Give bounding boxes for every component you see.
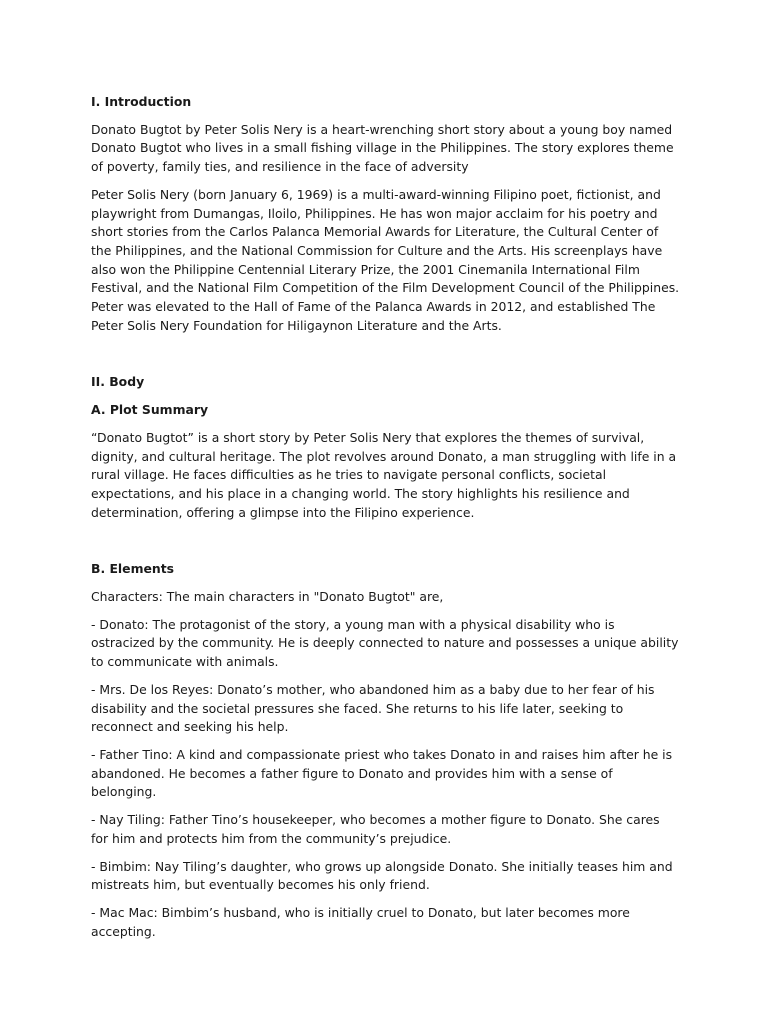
p-8: Characters: The main characters in "Donato Bugtot" are, bbox=[91, 589, 444, 605]
p-7: B. Elements bbox=[91, 561, 175, 577]
p-13: - Bimbim: Nay Tiling’s daughter, who grows up alongside Donato. She initially teases him and mistreats him, but eventually becomes his only friend. bbox=[91, 858, 673, 893]
p-12: - Nay Tiling: Father Tino’s housekeeper, who becomes a mother figure to Donato. She cares for him and protects him from the community’s prejudice. bbox=[91, 812, 660, 846]
p-11: - Father Tino: A kind and compassionate priest who takes Donato in and raises him after he is abandoned. He becomes a father figure to Donato and provides him with a sense of belonging. bbox=[91, 746, 673, 800]
p-10: - Mrs. De los Reyes: Donato’s mother, who abandoned him as a baby due to her fear of his disability and the societal pressures she faced. She returns to his life later, seeking to reconnect and seeking his help. bbox=[91, 681, 655, 735]
p-3: Peter Solis Nery (born January 6, 1969) is a multi-award-winning Filipino poet, fictionist, and playwright from Dumangas, Iloilo, Philippines. He has won major acclaim for his poetry and short stories from the Carlos Palanca Memorial Awards for Literature, the Cultural Center of the Philippines, and the National Commission for Culture and the Arts. His screenplays have also won the Philippine Centennial Literary Prize, the 2001 Cinemanila International Film Festival, and the National Film Competition of the Film Development Council of the Philippines. Peter was elevated to the Hall of Fame of the Palanca Awards in 2012, and established The Peter Solis Nery Foundation for Hiligaynon Literature and the Arts. bbox=[91, 186, 680, 333]
p-1: I. Introduction bbox=[91, 94, 192, 109]
p-14: - Mac Mac: Bimbim’s husband, who is initially cruel to Donato, but later becomes more accepting. bbox=[91, 904, 630, 939]
p-4: II. Body bbox=[91, 374, 145, 390]
p-6: “Donato Bugtot” is a short story by Peter Solis Nery that explores the themes of survival, dignity, and cultural heritage. The plot revolves around Donato, a man struggling with life in a rural village. He faces difficulties as he tries to navigate personal conflicts, societal expectations, and his place in a changing world. The story highlights his resilience and determination, offering a glimpse into the Filipino experience. bbox=[91, 429, 677, 520]
p-2: Donato Bugtot by Peter Solis Nery is a heart-wrenching short story about a young boy named Donato Bugtot who lives in a small fishing village in the Philippines. The story explores theme of poverty, family ties, and resilience in the face of adversity bbox=[91, 121, 674, 175]
p-9: - Donato: The protagonist of the story, a young man with a physical disability who is ostracized by the community. He is deeply connected to nature and possesses a unique ability to communicate with animals. bbox=[91, 616, 679, 670]
p-5: A. Plot Summary bbox=[91, 402, 209, 418]
